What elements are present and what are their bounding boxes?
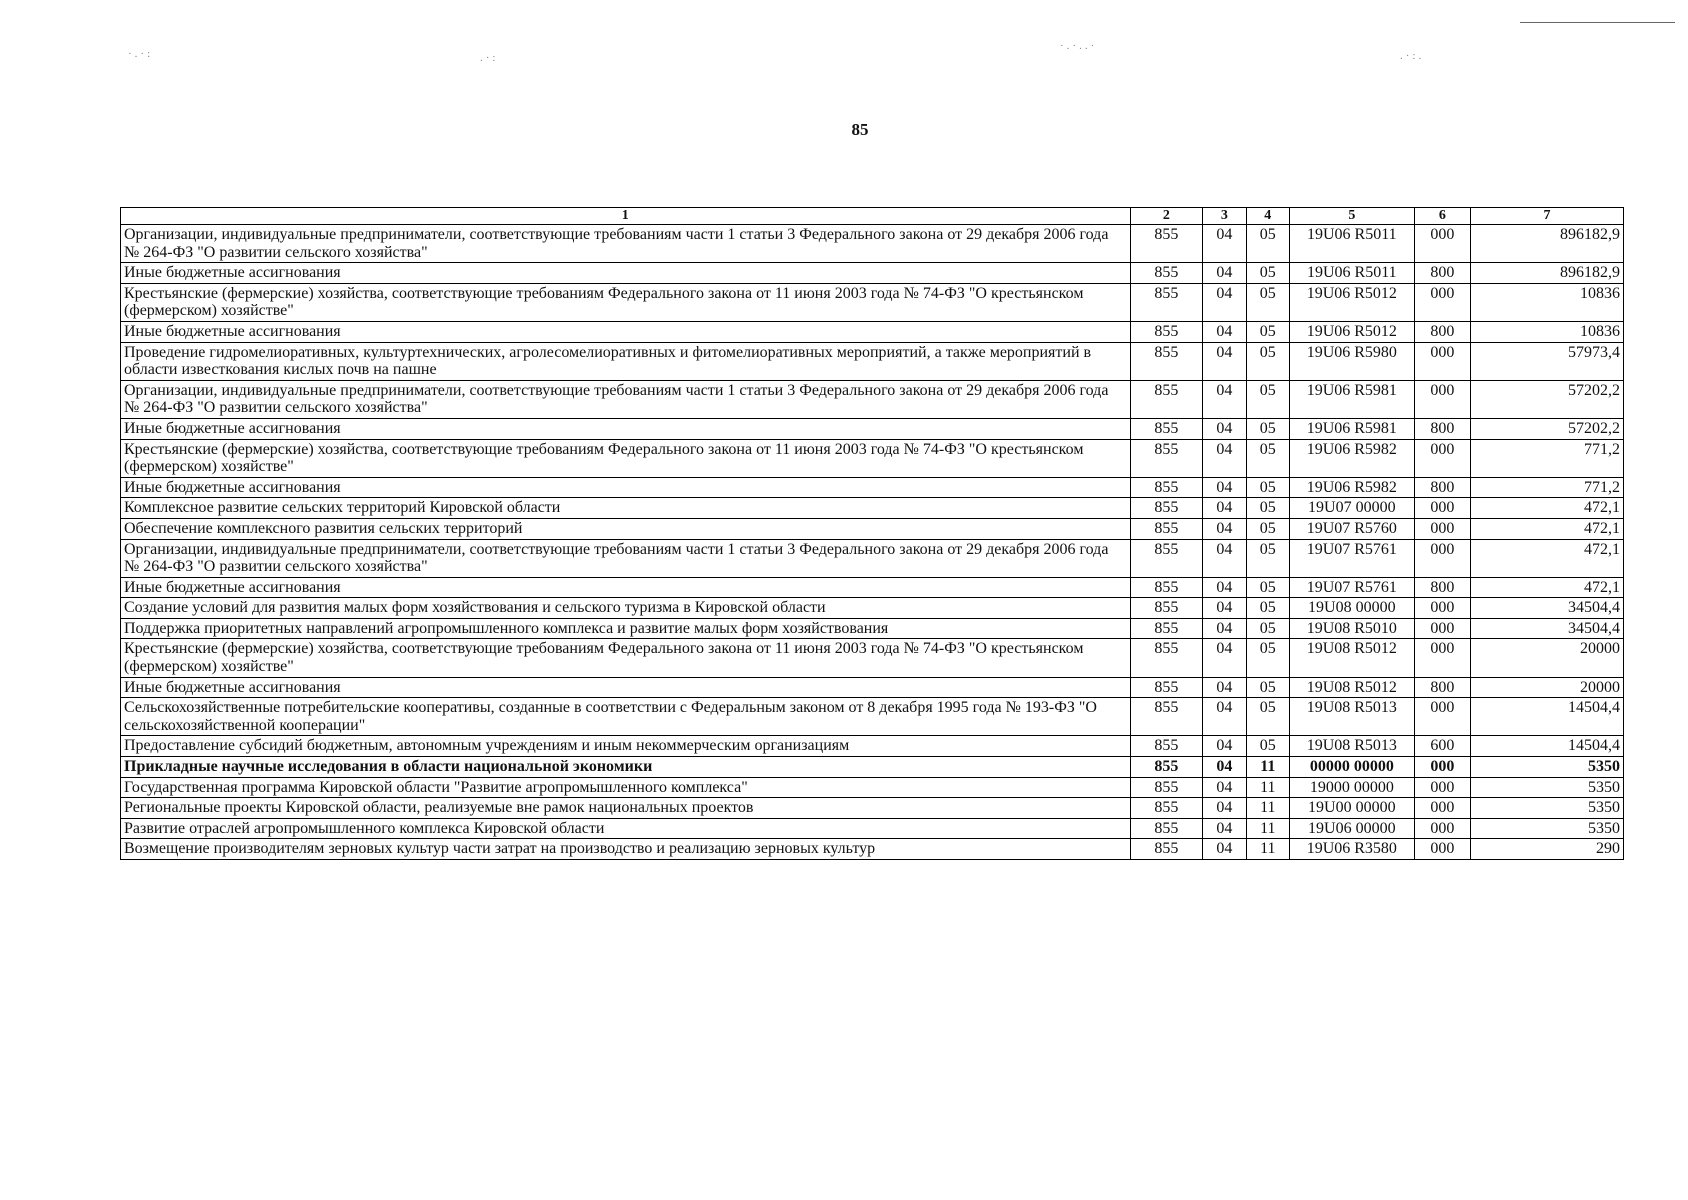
row-code-cell: 855 bbox=[1130, 380, 1203, 418]
table-row bbox=[121, 639, 1624, 677]
row-code-cell: 05 bbox=[1246, 639, 1289, 677]
header-cell: 6 bbox=[1414, 208, 1470, 225]
header-cell: 1 bbox=[121, 208, 1131, 225]
row-type-code-cell: 000 bbox=[1414, 225, 1470, 263]
row-amount-cell: 771,2 bbox=[1471, 477, 1624, 498]
row-code-cell: 855 bbox=[1130, 498, 1203, 519]
row-code-cell: 04 bbox=[1203, 418, 1246, 439]
row-type-code-cell: 000 bbox=[1414, 798, 1470, 819]
row-amount-cell: 10836 bbox=[1471, 321, 1624, 342]
row-name-cell: Иные бюджетные ассигнования bbox=[121, 677, 1131, 698]
table-header-row bbox=[121, 208, 1624, 225]
row-code-cell: 11 bbox=[1246, 839, 1289, 860]
row-name-cell: Организации, индивидуальные предприниматели, соответствующие требованиям части 1 статьи 3 Федерального закона от 29 декабря 2006 года № 264-ФЗ "О развитии сельского хозяйства" bbox=[121, 225, 1131, 263]
row-code-cell: 04 bbox=[1203, 677, 1246, 698]
row-type-code-cell: 000 bbox=[1414, 380, 1470, 418]
row-code-cell: 04 bbox=[1203, 342, 1246, 380]
header-cell: 3 bbox=[1203, 208, 1246, 225]
row-target-code-cell: 19U08 R5012 bbox=[1289, 639, 1414, 677]
row-code-cell: 11 bbox=[1246, 798, 1289, 819]
row-code-cell: 855 bbox=[1130, 539, 1203, 577]
row-amount-cell: 290 bbox=[1471, 839, 1624, 860]
table-row bbox=[121, 498, 1624, 519]
row-target-code-cell: 19U06 R3580 bbox=[1289, 839, 1414, 860]
table-row bbox=[121, 677, 1624, 698]
row-type-code-cell: 000 bbox=[1414, 439, 1470, 477]
row-code-cell: 855 bbox=[1130, 677, 1203, 698]
row-name-cell: Возмещение производителям зерновых культур части затрат на производство и реализацию зерновых культур bbox=[121, 839, 1131, 860]
row-code-cell: 04 bbox=[1203, 698, 1246, 736]
table-row bbox=[121, 798, 1624, 819]
row-type-code-cell: 000 bbox=[1414, 539, 1470, 577]
table-row bbox=[121, 518, 1624, 539]
row-code-cell: 05 bbox=[1246, 539, 1289, 577]
row-name-cell: Региональные проекты Кировской области, реализуемые вне рамок национальных проектов bbox=[121, 798, 1131, 819]
row-amount-cell: 20000 bbox=[1471, 639, 1624, 677]
row-amount-cell: 10836 bbox=[1471, 283, 1624, 321]
table-row bbox=[121, 577, 1624, 598]
row-amount-cell: 5350 bbox=[1471, 818, 1624, 839]
table-row bbox=[121, 736, 1624, 757]
scan-speckle: ·.·..· bbox=[1060, 40, 1098, 52]
row-target-code-cell: 19U06 R5982 bbox=[1289, 477, 1414, 498]
row-name-cell: Организации, индивидуальные предприниматели, соответствующие требованиям части 1 статьи 3 Федерального закона от 29 декабря 2006 года № 264-ФЗ "О развитии сельского хозяйства" bbox=[121, 539, 1131, 577]
row-type-code-cell: 000 bbox=[1414, 777, 1470, 798]
row-target-code-cell: 19U06 R5981 bbox=[1289, 418, 1414, 439]
row-code-cell: 04 bbox=[1203, 757, 1246, 778]
row-code-cell: 05 bbox=[1246, 518, 1289, 539]
row-name-cell: Крестьянские (фермерские) хозяйства, соответствующие требованиям Федерального закона от 11 июня 2003 года № 74-ФЗ "О крестьянском (фермерском) хозяйстве" bbox=[121, 439, 1131, 477]
header-cell: 4 bbox=[1246, 208, 1289, 225]
row-name-cell: Проведение гидромелиоративных, культуртехнических, агролесомелиоративных и фитомелиоративных мероприятий, а также мероприятий в области известкования кислых почв на пашне bbox=[121, 342, 1131, 380]
row-target-code-cell: 19U07 00000 bbox=[1289, 498, 1414, 519]
row-code-cell: 855 bbox=[1130, 598, 1203, 619]
row-name-cell: Предоставление субсидий бюджетным, автономным учреждениям и иным некоммерческим организациям bbox=[121, 736, 1131, 757]
row-type-code-cell: 800 bbox=[1414, 577, 1470, 598]
row-type-code-cell: 000 bbox=[1414, 618, 1470, 639]
budget-table-wrap bbox=[120, 207, 1624, 860]
row-code-cell: 04 bbox=[1203, 598, 1246, 619]
row-name-cell: Создание условий для развития малых форм хозяйствования и сельского туризма в Кировской области bbox=[121, 598, 1131, 619]
row-code-cell: 04 bbox=[1203, 225, 1246, 263]
row-code-cell: 05 bbox=[1246, 618, 1289, 639]
row-target-code-cell: 19U06 R5011 bbox=[1289, 225, 1414, 263]
row-type-code-cell: 000 bbox=[1414, 839, 1470, 860]
row-type-code-cell: 800 bbox=[1414, 477, 1470, 498]
row-amount-cell: 896182,9 bbox=[1471, 225, 1624, 263]
row-type-code-cell: 800 bbox=[1414, 321, 1470, 342]
scan-speckle: .·:. bbox=[1400, 50, 1425, 62]
table-row bbox=[121, 777, 1624, 798]
row-code-cell: 04 bbox=[1203, 839, 1246, 860]
row-type-code-cell: 000 bbox=[1414, 598, 1470, 619]
row-code-cell: 05 bbox=[1246, 577, 1289, 598]
row-code-cell: 04 bbox=[1203, 477, 1246, 498]
row-type-code-cell: 000 bbox=[1414, 498, 1470, 519]
header-cell: 7 bbox=[1471, 208, 1624, 225]
row-name-cell: Поддержка приоритетных направлений агропромышленного комплекса и развитие малых форм хозяйствования bbox=[121, 618, 1131, 639]
row-target-code-cell: 19U08 R5010 bbox=[1289, 618, 1414, 639]
table-row bbox=[121, 839, 1624, 860]
row-code-cell: 04 bbox=[1203, 263, 1246, 284]
row-name-cell: Крестьянские (фермерские) хозяйства, соответствующие требованиям Федерального закона от 11 июня 2003 года № 74-ФЗ "О крестьянском (фермерском) хозяйстве" bbox=[121, 639, 1131, 677]
table-row bbox=[121, 380, 1624, 418]
row-amount-cell: 771,2 bbox=[1471, 439, 1624, 477]
row-type-code-cell: 800 bbox=[1414, 263, 1470, 284]
row-type-code-cell: 000 bbox=[1414, 518, 1470, 539]
row-type-code-cell: 000 bbox=[1414, 639, 1470, 677]
scan-rule-mark bbox=[1520, 22, 1675, 23]
row-code-cell: 855 bbox=[1130, 263, 1203, 284]
row-name-cell: Иные бюджетные ассигнования bbox=[121, 577, 1131, 598]
row-code-cell: 11 bbox=[1246, 757, 1289, 778]
row-type-code-cell: 000 bbox=[1414, 698, 1470, 736]
row-name-cell: Иные бюджетные ассигнования bbox=[121, 418, 1131, 439]
row-code-cell: 04 bbox=[1203, 818, 1246, 839]
row-type-code-cell: 800 bbox=[1414, 677, 1470, 698]
row-amount-cell: 472,1 bbox=[1471, 577, 1624, 598]
row-name-cell: Иные бюджетные ассигнования bbox=[121, 477, 1131, 498]
row-code-cell: 855 bbox=[1130, 439, 1203, 477]
scan-speckle: ·.·: bbox=[128, 48, 154, 60]
row-name-cell: Комплексное развитие сельских территорий Кировской области bbox=[121, 498, 1131, 519]
row-type-code-cell: 600 bbox=[1414, 736, 1470, 757]
row-code-cell: 855 bbox=[1130, 225, 1203, 263]
row-amount-cell: 472,1 bbox=[1471, 539, 1624, 577]
row-target-code-cell: 19U06 R5012 bbox=[1289, 321, 1414, 342]
row-code-cell: 05 bbox=[1246, 698, 1289, 736]
row-amount-cell: 14504,4 bbox=[1471, 698, 1624, 736]
row-type-code-cell: 000 bbox=[1414, 283, 1470, 321]
row-type-code-cell: 000 bbox=[1414, 342, 1470, 380]
row-code-cell: 04 bbox=[1203, 639, 1246, 677]
row-code-cell: 04 bbox=[1203, 798, 1246, 819]
row-name-cell: Государственная программа Кировской области "Развитие агропромышленного комплекса" bbox=[121, 777, 1131, 798]
budget-table bbox=[120, 207, 1624, 860]
row-code-cell: 05 bbox=[1246, 477, 1289, 498]
row-code-cell: 05 bbox=[1246, 418, 1289, 439]
row-amount-cell: 34504,4 bbox=[1471, 598, 1624, 619]
header-cell: 2 bbox=[1130, 208, 1203, 225]
table-row bbox=[121, 698, 1624, 736]
row-code-cell: 04 bbox=[1203, 736, 1246, 757]
table-row bbox=[121, 263, 1624, 284]
row-code-cell: 05 bbox=[1246, 598, 1289, 619]
row-target-code-cell: 19U06 R5981 bbox=[1289, 380, 1414, 418]
row-name-cell: Прикладные научные исследования в области национальной экономики bbox=[121, 757, 1131, 778]
row-code-cell: 05 bbox=[1246, 498, 1289, 519]
row-target-code-cell: 19000 00000 bbox=[1289, 777, 1414, 798]
row-code-cell: 04 bbox=[1203, 577, 1246, 598]
row-target-code-cell: 19U06 R5982 bbox=[1289, 439, 1414, 477]
row-code-cell: 05 bbox=[1246, 439, 1289, 477]
row-code-cell: 04 bbox=[1203, 618, 1246, 639]
row-target-code-cell: 19U06 R5980 bbox=[1289, 342, 1414, 380]
row-type-code-cell: 000 bbox=[1414, 757, 1470, 778]
row-amount-cell: 472,1 bbox=[1471, 518, 1624, 539]
row-amount-cell: 57973,4 bbox=[1471, 342, 1624, 380]
table-row bbox=[121, 418, 1624, 439]
row-code-cell: 05 bbox=[1246, 380, 1289, 418]
row-code-cell: 855 bbox=[1130, 518, 1203, 539]
row-code-cell: 04 bbox=[1203, 539, 1246, 577]
row-code-cell: 11 bbox=[1246, 777, 1289, 798]
row-code-cell: 05 bbox=[1246, 736, 1289, 757]
row-amount-cell: 57202,2 bbox=[1471, 380, 1624, 418]
row-target-code-cell: 19U07 R5760 bbox=[1289, 518, 1414, 539]
row-code-cell: 855 bbox=[1130, 418, 1203, 439]
row-code-cell: 05 bbox=[1246, 225, 1289, 263]
row-code-cell: 05 bbox=[1246, 263, 1289, 284]
table-row bbox=[121, 818, 1624, 839]
row-code-cell: 05 bbox=[1246, 342, 1289, 380]
row-target-code-cell: 19U06 R5012 bbox=[1289, 283, 1414, 321]
table-row bbox=[121, 283, 1624, 321]
table-body bbox=[121, 225, 1624, 860]
row-name-cell: Развитие отраслей агропромышленного комплекса Кировской области bbox=[121, 818, 1131, 839]
row-amount-cell: 57202,2 bbox=[1471, 418, 1624, 439]
table-row bbox=[121, 342, 1624, 380]
row-code-cell: 855 bbox=[1130, 798, 1203, 819]
row-name-cell: Обеспечение комплексного развития сельских территорий bbox=[121, 518, 1131, 539]
row-code-cell: 855 bbox=[1130, 777, 1203, 798]
row-code-cell: 855 bbox=[1130, 757, 1203, 778]
row-code-cell: 04 bbox=[1203, 321, 1246, 342]
row-code-cell: 04 bbox=[1203, 518, 1246, 539]
row-code-cell: 855 bbox=[1130, 818, 1203, 839]
row-amount-cell: 5350 bbox=[1471, 798, 1624, 819]
header-cell: 5 bbox=[1289, 208, 1414, 225]
row-code-cell: 855 bbox=[1130, 639, 1203, 677]
row-target-code-cell: 19U08 R5013 bbox=[1289, 736, 1414, 757]
table-row bbox=[121, 439, 1624, 477]
scan-speckle: .·: bbox=[480, 52, 499, 64]
row-code-cell: 855 bbox=[1130, 283, 1203, 321]
row-target-code-cell: 19U08 00000 bbox=[1289, 598, 1414, 619]
row-amount-cell: 5350 bbox=[1471, 757, 1624, 778]
row-type-code-cell: 800 bbox=[1414, 418, 1470, 439]
table-row bbox=[121, 618, 1624, 639]
row-target-code-cell: 19U06 R5011 bbox=[1289, 263, 1414, 284]
row-code-cell: 04 bbox=[1203, 380, 1246, 418]
row-code-cell: 05 bbox=[1246, 283, 1289, 321]
row-target-code-cell: 19U00 00000 bbox=[1289, 798, 1414, 819]
table-row bbox=[121, 757, 1624, 778]
row-code-cell: 855 bbox=[1130, 577, 1203, 598]
row-target-code-cell: 19U06 00000 bbox=[1289, 818, 1414, 839]
table-row bbox=[121, 225, 1624, 263]
row-amount-cell: 5350 bbox=[1471, 777, 1624, 798]
row-target-code-cell: 19U08 R5012 bbox=[1289, 677, 1414, 698]
row-target-code-cell: 00000 00000 bbox=[1289, 757, 1414, 778]
row-code-cell: 855 bbox=[1130, 736, 1203, 757]
row-name-cell: Организации, индивидуальные предприниматели, соответствующие требованиям части 1 статьи 3 Федерального закона от 29 декабря 2006 года № 264-ФЗ "О развитии сельского хозяйства" bbox=[121, 380, 1131, 418]
row-target-code-cell: 19U07 R5761 bbox=[1289, 539, 1414, 577]
row-code-cell: 04 bbox=[1203, 283, 1246, 321]
table-row bbox=[121, 598, 1624, 619]
row-code-cell: 11 bbox=[1246, 818, 1289, 839]
row-code-cell: 855 bbox=[1130, 342, 1203, 380]
table-row bbox=[121, 539, 1624, 577]
row-type-code-cell: 000 bbox=[1414, 818, 1470, 839]
row-code-cell: 855 bbox=[1130, 698, 1203, 736]
table-row bbox=[121, 321, 1624, 342]
row-amount-cell: 896182,9 bbox=[1471, 263, 1624, 284]
table-row bbox=[121, 477, 1624, 498]
row-code-cell: 04 bbox=[1203, 439, 1246, 477]
row-code-cell: 04 bbox=[1203, 777, 1246, 798]
row-name-cell: Крестьянские (фермерские) хозяйства, соответствующие требованиям Федерального закона от 11 июня 2003 года № 74-ФЗ "О крестьянском (фермерском) хозяйстве" bbox=[121, 283, 1131, 321]
row-name-cell: Иные бюджетные ассигнования bbox=[121, 263, 1131, 284]
row-code-cell: 855 bbox=[1130, 839, 1203, 860]
row-code-cell: 855 bbox=[1130, 321, 1203, 342]
row-amount-cell: 20000 bbox=[1471, 677, 1624, 698]
row-code-cell: 05 bbox=[1246, 677, 1289, 698]
row-name-cell: Иные бюджетные ассигнования bbox=[121, 321, 1131, 342]
row-target-code-cell: 19U08 R5013 bbox=[1289, 698, 1414, 736]
row-target-code-cell: 19U07 R5761 bbox=[1289, 577, 1414, 598]
row-code-cell: 04 bbox=[1203, 498, 1246, 519]
page-number: 85 bbox=[851, 120, 869, 139]
row-code-cell: 05 bbox=[1246, 321, 1289, 342]
row-amount-cell: 14504,4 bbox=[1471, 736, 1624, 757]
row-amount-cell: 34504,4 bbox=[1471, 618, 1624, 639]
row-code-cell: 855 bbox=[1130, 477, 1203, 498]
row-amount-cell: 472,1 bbox=[1471, 498, 1624, 519]
row-code-cell: 855 bbox=[1130, 618, 1203, 639]
row-name-cell: Сельскохозяйственные потребительские кооперативы, созданные в соответствии с Федеральным законом от 8 декабря 1995 года № 193-ФЗ "О сельскохозяйственной кооперации" bbox=[121, 698, 1131, 736]
